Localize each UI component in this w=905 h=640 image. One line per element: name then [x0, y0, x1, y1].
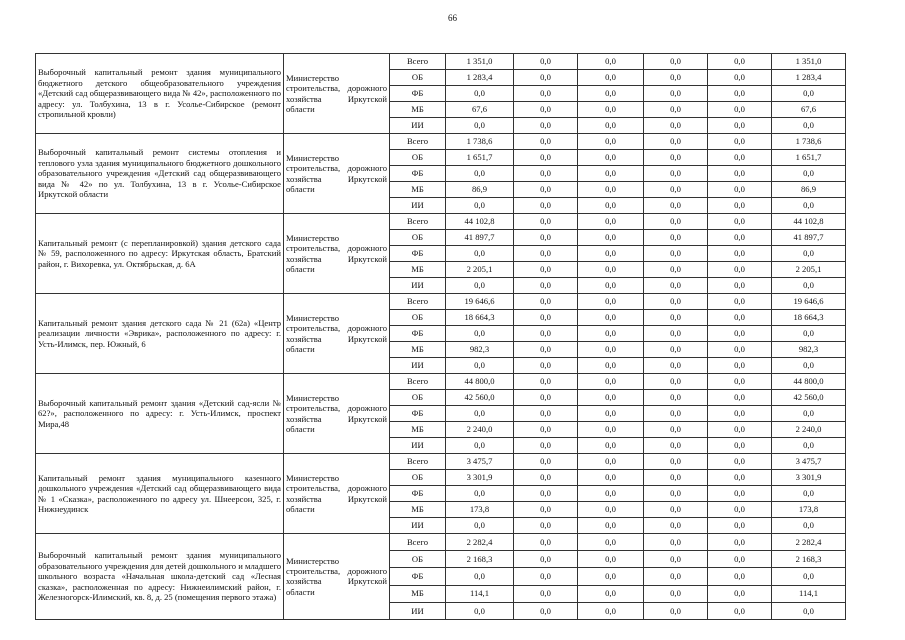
- year-value: 18 664,3: [446, 310, 514, 326]
- responsible-executor: Министерство строительства, дорожного хозяйства Иркутской области: [284, 134, 390, 214]
- year-value: 0,0: [446, 278, 514, 294]
- total-value: 0,0: [772, 246, 846, 262]
- year-value: 0,0: [578, 262, 644, 278]
- year-value: 0,0: [708, 534, 772, 551]
- year-value: 42 560,0: [446, 390, 514, 406]
- year-value: 0,0: [644, 342, 708, 358]
- year-value: 0,0: [644, 294, 708, 310]
- funding-source: Всего: [390, 54, 446, 70]
- funding-source: ОБ: [390, 551, 446, 568]
- total-value: 0,0: [772, 86, 846, 102]
- year-value: 0,0: [708, 486, 772, 502]
- year-value: 0,0: [708, 470, 772, 486]
- responsible-executor: Министерство строительства, дорожного хозяйства Иркутской области: [284, 534, 390, 620]
- year-value: 0,0: [578, 294, 644, 310]
- year-value: 0,0: [644, 454, 708, 470]
- year-value: 1 283,4: [446, 70, 514, 86]
- year-value: 0,0: [708, 454, 772, 470]
- year-value: 0,0: [578, 568, 644, 585]
- year-value: 0,0: [578, 422, 644, 438]
- year-value: 0,0: [578, 342, 644, 358]
- total-value: 173,8: [772, 502, 846, 518]
- year-value: 0,0: [514, 198, 578, 214]
- year-value: 0,0: [578, 54, 644, 70]
- year-value: 0,0: [708, 374, 772, 390]
- year-value: 0,0: [644, 166, 708, 182]
- year-value: 0,0: [514, 262, 578, 278]
- total-value: 0,0: [772, 602, 846, 619]
- total-value: 1 283,4: [772, 70, 846, 86]
- total-value: 982,3: [772, 342, 846, 358]
- year-value: 0,0: [514, 534, 578, 551]
- year-value: 982,3: [446, 342, 514, 358]
- year-value: 0,0: [708, 246, 772, 262]
- year-value: 0,0: [578, 214, 644, 230]
- year-value: 0,0: [578, 102, 644, 118]
- year-value: 0,0: [514, 551, 578, 568]
- year-value: 0,0: [708, 262, 772, 278]
- year-value: 0,0: [644, 230, 708, 246]
- total-value: 0,0: [772, 358, 846, 374]
- table-row: [36, 214, 846, 230]
- funding-source: ФБ: [390, 486, 446, 502]
- funding-source: ФБ: [390, 166, 446, 182]
- project-name: Капитальный ремонт здания муниципального казенного дошкольного учреждения «Детский сад общеразвивающего вида № 1 «Сказка», расположенного по адресу ул. Шнеерсон, 325, г. Нижнеудинск: [36, 454, 284, 534]
- total-value: 86,9: [772, 182, 846, 198]
- year-value: 173,8: [446, 502, 514, 518]
- year-value: 0,0: [708, 182, 772, 198]
- year-value: 0,0: [446, 118, 514, 134]
- year-value: 2 205,1: [446, 262, 514, 278]
- year-value: 0,0: [446, 438, 514, 454]
- total-value: 0,0: [772, 166, 846, 182]
- year-value: 1 738,6: [446, 134, 514, 150]
- year-value: 0,0: [644, 374, 708, 390]
- funding-source: Всего: [390, 294, 446, 310]
- year-value: 0,0: [578, 182, 644, 198]
- year-value: 0,0: [446, 358, 514, 374]
- year-value: 67,6: [446, 102, 514, 118]
- year-value: 0,0: [514, 358, 578, 374]
- funding-source: ОБ: [390, 150, 446, 166]
- year-value: 44 800,0: [446, 374, 514, 390]
- year-value: 0,0: [708, 310, 772, 326]
- project-name: Капитальный ремонт здания детского сада № 21 (62а) «Центр реализации личности «Эврика», расположенного по адресу: г. Усть-Илимск, пер. Южный, 6: [36, 294, 284, 374]
- year-value: 0,0: [578, 166, 644, 182]
- total-value: 2 240,0: [772, 422, 846, 438]
- year-value: 0,0: [578, 326, 644, 342]
- year-value: 0,0: [644, 502, 708, 518]
- year-value: 0,0: [514, 585, 578, 602]
- year-value: 0,0: [578, 310, 644, 326]
- year-value: 0,0: [708, 278, 772, 294]
- total-value: 1 738,6: [772, 134, 846, 150]
- year-value: 0,0: [578, 374, 644, 390]
- year-value: 2 282,4: [446, 534, 514, 551]
- year-value: 0,0: [446, 86, 514, 102]
- year-value: 0,0: [644, 470, 708, 486]
- funding-source: ОБ: [390, 310, 446, 326]
- total-value: 1 351,0: [772, 54, 846, 70]
- total-value: 42 560,0: [772, 390, 846, 406]
- total-value: 67,6: [772, 102, 846, 118]
- funding-source: ИИ: [390, 358, 446, 374]
- year-value: 0,0: [578, 470, 644, 486]
- year-value: 0,0: [644, 310, 708, 326]
- year-value: 0,0: [644, 150, 708, 166]
- year-value: 0,0: [644, 278, 708, 294]
- year-value: 0,0: [514, 246, 578, 262]
- year-value: 0,0: [514, 602, 578, 619]
- year-value: 0,0: [708, 214, 772, 230]
- year-value: 0,0: [644, 262, 708, 278]
- year-value: 0,0: [644, 358, 708, 374]
- total-value: 0,0: [772, 518, 846, 534]
- year-value: 0,0: [514, 182, 578, 198]
- total-value: 0,0: [772, 568, 846, 585]
- year-value: 41 897,7: [446, 230, 514, 246]
- year-value: 0,0: [708, 406, 772, 422]
- year-value: 0,0: [708, 198, 772, 214]
- funding-source: ОБ: [390, 230, 446, 246]
- funding-source: ОБ: [390, 70, 446, 86]
- year-value: 0,0: [578, 118, 644, 134]
- year-value: 0,0: [578, 585, 644, 602]
- responsible-executor: Министерство строительства, дорожного хозяйства Иркутской области: [284, 374, 390, 454]
- year-value: 0,0: [644, 534, 708, 551]
- funding-source: МБ: [390, 502, 446, 518]
- year-value: 0,0: [578, 230, 644, 246]
- year-value: 0,0: [644, 422, 708, 438]
- year-value: 0,0: [578, 602, 644, 619]
- year-value: 0,0: [578, 358, 644, 374]
- budget-table: [35, 53, 846, 620]
- year-value: 0,0: [708, 390, 772, 406]
- funding-source: ОБ: [390, 390, 446, 406]
- year-value: 0,0: [708, 342, 772, 358]
- year-value: 0,0: [644, 518, 708, 534]
- year-value: 0,0: [708, 326, 772, 342]
- year-value: 0,0: [708, 585, 772, 602]
- year-value: 44 102,8: [446, 214, 514, 230]
- year-value: 0,0: [514, 166, 578, 182]
- year-value: 0,0: [708, 602, 772, 619]
- year-value: 0,0: [446, 198, 514, 214]
- year-value: 3 301,9: [446, 470, 514, 486]
- year-value: 0,0: [514, 518, 578, 534]
- year-value: 0,0: [446, 326, 514, 342]
- year-value: 0,0: [708, 294, 772, 310]
- year-value: 0,0: [578, 198, 644, 214]
- project-name: Выборочный капитальный ремонт здания «Детский сад-ясли № 62?», расположенного по адресу: г. Усть-Илимск, проспект Мира,48: [36, 374, 284, 454]
- funding-source: Всего: [390, 134, 446, 150]
- year-value: 0,0: [514, 422, 578, 438]
- year-value: 0,0: [644, 134, 708, 150]
- funding-source: ФБ: [390, 86, 446, 102]
- funding-source: Всего: [390, 534, 446, 551]
- year-value: 0,0: [446, 486, 514, 502]
- year-value: 0,0: [514, 102, 578, 118]
- funding-source: ИИ: [390, 438, 446, 454]
- year-value: 0,0: [708, 438, 772, 454]
- year-value: 0,0: [708, 86, 772, 102]
- year-value: 0,0: [644, 326, 708, 342]
- funding-source: МБ: [390, 102, 446, 118]
- year-value: 0,0: [708, 568, 772, 585]
- year-value: 0,0: [514, 214, 578, 230]
- year-value: 0,0: [446, 518, 514, 534]
- total-value: 3 475,7: [772, 454, 846, 470]
- funding-source: МБ: [390, 262, 446, 278]
- funding-source: МБ: [390, 585, 446, 602]
- total-value: 19 646,6: [772, 294, 846, 310]
- year-value: 0,0: [708, 518, 772, 534]
- year-value: 1 351,0: [446, 54, 514, 70]
- year-value: 0,0: [578, 534, 644, 551]
- year-value: 114,1: [446, 585, 514, 602]
- year-value: 0,0: [644, 406, 708, 422]
- year-value: 0,0: [514, 342, 578, 358]
- table-row: [36, 54, 846, 70]
- total-value: 44 102,8: [772, 214, 846, 230]
- funding-source: ОБ: [390, 470, 446, 486]
- project-name: Выборочный капитальный ремонт здания муниципального образовательного учреждения для детей дошкольного и младшего школьного возраста «Начальная школа-детский сад «Лесная сказка», расположенная по адресу: Нижнеилимский район, г. Железногорск-Илимский, кв. 8, д. 25 (помещения первого этажа): [36, 534, 284, 620]
- responsible-executor: Министерство строительства, дорожного хозяйства Иркутской области: [284, 214, 390, 294]
- funding-source: ИИ: [390, 278, 446, 294]
- total-value: 0,0: [772, 486, 846, 502]
- year-value: 0,0: [514, 454, 578, 470]
- funding-source: Всего: [390, 374, 446, 390]
- year-value: 0,0: [644, 438, 708, 454]
- funding-source: ИИ: [390, 198, 446, 214]
- project-name: Капитальный ремонт (с перепланировкой) здания детского сада № 59, расположенного по адресу: Иркутская область, Братский район, г. Вихоревка, ул. Октябрьская, д. 6А: [36, 214, 284, 294]
- year-value: 0,0: [514, 374, 578, 390]
- year-value: 2 168,3: [446, 551, 514, 568]
- year-value: 0,0: [514, 470, 578, 486]
- year-value: 0,0: [708, 422, 772, 438]
- year-value: 0,0: [514, 326, 578, 342]
- year-value: 0,0: [514, 568, 578, 585]
- table-row: [36, 294, 846, 310]
- year-value: 2 240,0: [446, 422, 514, 438]
- year-value: 0,0: [514, 406, 578, 422]
- total-value: 2 168,3: [772, 551, 846, 568]
- year-value: 0,0: [708, 54, 772, 70]
- funding-source: ФБ: [390, 246, 446, 262]
- total-value: 2 205,1: [772, 262, 846, 278]
- year-value: 0,0: [708, 551, 772, 568]
- year-value: 0,0: [514, 278, 578, 294]
- funding-source: ИИ: [390, 118, 446, 134]
- year-value: 0,0: [446, 602, 514, 619]
- year-value: 0,0: [708, 358, 772, 374]
- year-value: 0,0: [708, 118, 772, 134]
- funding-source: Всего: [390, 214, 446, 230]
- table-row: [36, 534, 846, 551]
- year-value: 0,0: [446, 166, 514, 182]
- total-value: 0,0: [772, 278, 846, 294]
- year-value: 0,0: [578, 390, 644, 406]
- total-value: 0,0: [772, 438, 846, 454]
- table-row: [36, 134, 846, 150]
- year-value: 3 475,7: [446, 454, 514, 470]
- funding-source: ИИ: [390, 602, 446, 619]
- year-value: 0,0: [644, 214, 708, 230]
- year-value: 0,0: [644, 54, 708, 70]
- year-value: 0,0: [514, 118, 578, 134]
- year-value: 0,0: [578, 86, 644, 102]
- table-body: [36, 54, 846, 620]
- year-value: 0,0: [644, 86, 708, 102]
- year-value: 0,0: [708, 70, 772, 86]
- year-value: 0,0: [578, 150, 644, 166]
- year-value: 19 646,6: [446, 294, 514, 310]
- total-value: 41 897,7: [772, 230, 846, 246]
- year-value: 0,0: [644, 486, 708, 502]
- year-value: 0,0: [708, 166, 772, 182]
- year-value: 0,0: [644, 182, 708, 198]
- total-value: 3 301,9: [772, 470, 846, 486]
- year-value: 0,0: [644, 568, 708, 585]
- year-value: 0,0: [708, 134, 772, 150]
- funding-source: МБ: [390, 422, 446, 438]
- year-value: 0,0: [644, 246, 708, 262]
- year-value: 0,0: [514, 134, 578, 150]
- year-value: 0,0: [578, 134, 644, 150]
- total-value: 0,0: [772, 198, 846, 214]
- funding-source: ФБ: [390, 406, 446, 422]
- funding-source: Всего: [390, 454, 446, 470]
- year-value: 0,0: [644, 102, 708, 118]
- year-value: 0,0: [644, 198, 708, 214]
- year-value: 0,0: [514, 150, 578, 166]
- year-value: 0,0: [578, 502, 644, 518]
- funding-source: ИИ: [390, 518, 446, 534]
- year-value: 0,0: [446, 568, 514, 585]
- responsible-executor: Министерство строительства, дорожного хозяйства Иркутской области: [284, 294, 390, 374]
- year-value: 0,0: [514, 310, 578, 326]
- responsible-executor: Министерство строительства, дорожного хозяйства Иркутской области: [284, 454, 390, 534]
- year-value: 0,0: [644, 70, 708, 86]
- year-value: 0,0: [514, 486, 578, 502]
- total-value: 1 651,7: [772, 150, 846, 166]
- year-value: 0,0: [514, 438, 578, 454]
- year-value: 0,0: [514, 502, 578, 518]
- funding-source: ФБ: [390, 326, 446, 342]
- total-value: 0,0: [772, 406, 846, 422]
- year-value: 0,0: [446, 246, 514, 262]
- page-number: 66: [448, 13, 457, 23]
- year-value: 0,0: [578, 70, 644, 86]
- year-value: 0,0: [644, 551, 708, 568]
- year-value: 0,0: [514, 230, 578, 246]
- table-row: [36, 374, 846, 390]
- year-value: 0,0: [514, 70, 578, 86]
- total-value: 0,0: [772, 118, 846, 134]
- year-value: 0,0: [708, 102, 772, 118]
- year-value: 0,0: [644, 602, 708, 619]
- project-name: Выборочный капитальный ремонт системы отопления и теплового узла здания муниципального бюджетного дошкольного образовательного учреждения «Детский сад общеразвивающего вида № 42» по ул. Толбухина, 13 в г. Усолье-Сибирское Иркутской области: [36, 134, 284, 214]
- year-value: 0,0: [578, 246, 644, 262]
- year-value: 86,9: [446, 182, 514, 198]
- year-value: 0,0: [514, 86, 578, 102]
- year-value: 0,0: [708, 502, 772, 518]
- year-value: 0,0: [514, 294, 578, 310]
- total-value: 2 282,4: [772, 534, 846, 551]
- funding-source: МБ: [390, 342, 446, 358]
- total-value: 114,1: [772, 585, 846, 602]
- funding-source: МБ: [390, 182, 446, 198]
- year-value: 0,0: [578, 551, 644, 568]
- year-value: 0,0: [578, 438, 644, 454]
- table-row: [36, 454, 846, 470]
- funding-source: ФБ: [390, 568, 446, 585]
- year-value: 0,0: [578, 406, 644, 422]
- year-value: 0,0: [708, 150, 772, 166]
- responsible-executor: Министерство строительства, дорожного хозяйства Иркутской области: [284, 54, 390, 134]
- year-value: 0,0: [644, 585, 708, 602]
- year-value: 0,0: [578, 486, 644, 502]
- year-value: 0,0: [578, 278, 644, 294]
- total-value: 0,0: [772, 326, 846, 342]
- year-value: 0,0: [644, 118, 708, 134]
- year-value: 0,0: [708, 230, 772, 246]
- year-value: 0,0: [644, 390, 708, 406]
- year-value: 0,0: [578, 454, 644, 470]
- year-value: 0,0: [578, 518, 644, 534]
- total-value: 44 800,0: [772, 374, 846, 390]
- year-value: 0,0: [514, 54, 578, 70]
- total-value: 18 664,3: [772, 310, 846, 326]
- year-value: 1 651,7: [446, 150, 514, 166]
- year-value: 0,0: [514, 390, 578, 406]
- year-value: 0,0: [446, 406, 514, 422]
- project-name: Выборочный капитальный ремонт здания муниципального бюджетного детского общеобразовательного учреждения «Детский сад общеразвивающего вида № 42», расположенного по адресу: ул. Толбухина, 13 в г. Усолье-Сибирское (ремонт стропильной кровли): [36, 54, 284, 134]
